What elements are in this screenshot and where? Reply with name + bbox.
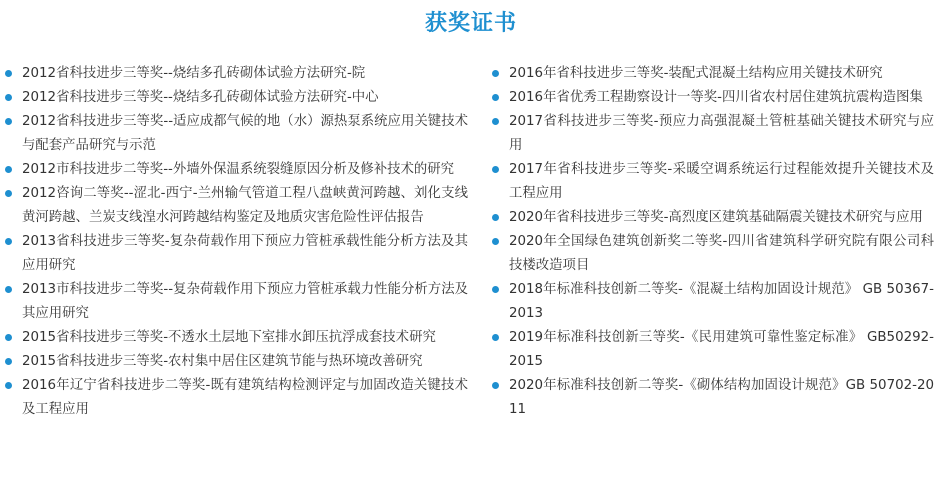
award-text: 2017年省科技进步三等奖-采暖空调系统运行过程能效提升关键技术及工程应用 xyxy=(509,162,934,201)
dot-icon xyxy=(492,334,499,341)
award-text: 2019年标准科技创新三等奖-《民用建筑可靠性鉴定标准》 GB50292-2015 xyxy=(509,330,934,369)
dot-icon xyxy=(5,382,12,389)
award-item xyxy=(5,110,468,158)
award-text: 2012省科技进步三等奖--适应成都气候的地（水）源热泵系统应用关键技术与配套产品研究与示范 xyxy=(22,114,468,153)
dot-icon xyxy=(492,166,499,173)
award-item xyxy=(5,182,468,230)
award-text: 2016年省科技进步三等奖-装配式混凝土结构应用关键技术研究 xyxy=(509,66,883,81)
award-item xyxy=(492,206,934,230)
award-text: 2020年标准科技创新二等奖-《砌体结构加固设计规范》GB 50702-2011 xyxy=(509,378,934,417)
award-text: 2017省科技进步三等奖-预应力高强混凝土管桩基础关键技术研究与应用 xyxy=(509,114,934,153)
award-text: 2012咨询二等奖--涩北-西宁-兰州输气管道工程八盘峡黄河跨越、刘化支线黄河跨越、兰炭支线湟水河跨越结构鉴定及地质灾害危险性评估报告 xyxy=(22,186,468,225)
award-text: 2020年省科技进步三等奖-高烈度区建筑基础隔震关键技术研究与应用 xyxy=(509,210,923,225)
award-text: 2012市科技进步二等奖--外墙外保温系统裂缝原因分析及修补技术的研究 xyxy=(22,162,455,177)
award-item xyxy=(5,326,468,350)
page-title: 获奖证书 xyxy=(424,11,517,36)
award-item xyxy=(5,158,468,182)
dot-icon xyxy=(5,166,12,173)
award-item xyxy=(492,62,934,86)
award-item xyxy=(5,62,468,86)
award-text: 2016年省优秀工程勘察设计一等奖-四川省农村居住建筑抗震构造图集 xyxy=(509,90,923,105)
awards-list-right xyxy=(492,62,934,422)
dot-icon xyxy=(5,70,12,77)
award-item xyxy=(5,230,468,278)
award-text: 2012省科技进步三等奖--烧结多孔砖砌体试验方法研究-院 xyxy=(22,66,366,81)
award-text: 2016年辽宁省科技进步二等奖-既有建筑结构检测评定与加固改造关键技术及工程应用 xyxy=(22,378,468,417)
award-item xyxy=(5,86,468,110)
award-item xyxy=(492,158,934,206)
award-text: 2013省科技进步三等奖-复杂荷载作用下预应力管桩承载性能分析方法及其应用研究 xyxy=(22,234,468,273)
dot-icon xyxy=(5,358,12,365)
dot-icon xyxy=(5,286,12,293)
award-item xyxy=(492,326,934,374)
award-item xyxy=(5,278,468,326)
dot-icon xyxy=(5,334,12,341)
award-item xyxy=(492,110,934,158)
award-item xyxy=(492,86,934,110)
dot-icon xyxy=(5,118,12,125)
award-text: 2013市科技进步二等奖--复杂荷载作用下预应力管桩承载力性能分析方法及其应用研究 xyxy=(22,282,468,321)
award-text: 2020年全国绿色建筑创新奖二等奖-四川省建筑科学研究院有限公司科技楼改造项目 xyxy=(509,234,934,273)
award-item xyxy=(492,230,934,278)
award-item xyxy=(5,350,468,374)
award-item xyxy=(5,374,468,422)
dot-icon xyxy=(5,94,12,101)
dot-icon xyxy=(492,118,499,125)
award-text: 2012省科技进步三等奖--烧结多孔砖砌体试验方法研究-中心 xyxy=(22,90,379,105)
dot-icon xyxy=(492,286,499,293)
dot-icon xyxy=(492,382,499,389)
award-text: 2015省科技进步三等奖-不透水土层地下室排水卸压抗浮成套技术研究 xyxy=(22,330,436,345)
award-text: 2015省科技进步三等奖-农村集中居住区建筑节能与热环境改善研究 xyxy=(22,354,423,369)
dot-icon xyxy=(492,70,499,77)
award-text: 2018年标准科技创新二等奖-《混凝土结构加固设计规范》 GB 50367-2013 xyxy=(509,282,934,321)
dot-icon xyxy=(492,214,499,221)
dot-icon xyxy=(492,238,499,245)
dot-icon xyxy=(492,94,499,101)
dot-icon xyxy=(5,190,12,197)
award-item xyxy=(492,278,934,326)
dot-icon xyxy=(5,238,12,245)
awards-list-left xyxy=(5,62,468,422)
award-item xyxy=(492,374,934,422)
